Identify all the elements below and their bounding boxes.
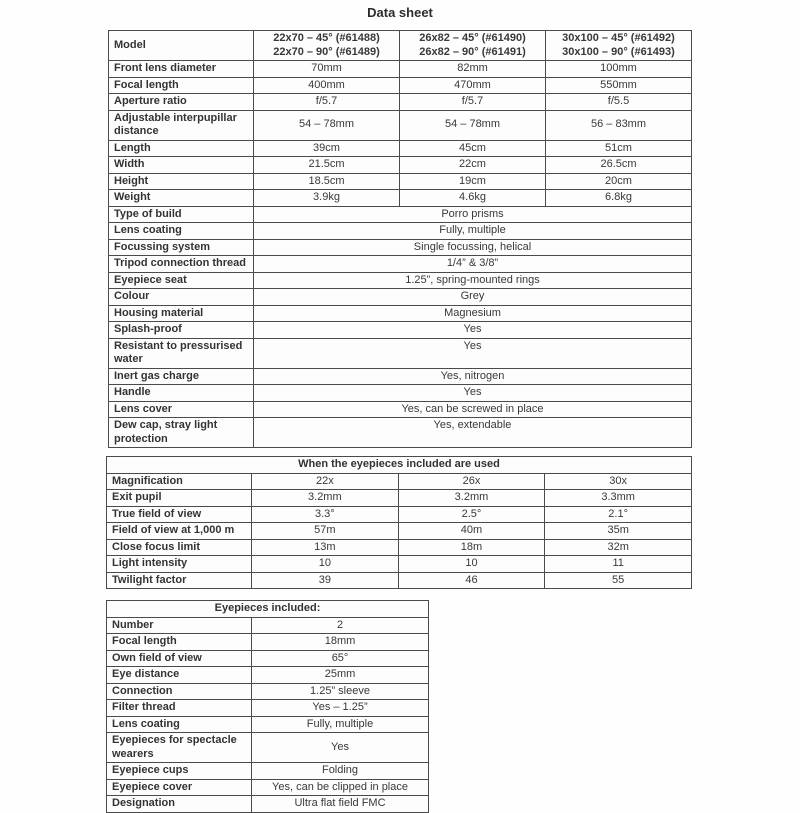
spec-value: Porro prisms xyxy=(254,206,692,223)
spec-value: 46 xyxy=(398,572,545,589)
spec-value: 3.3mm xyxy=(545,490,692,507)
spec-label: Eye distance xyxy=(107,667,252,684)
spec-label: Number xyxy=(107,617,252,634)
spec-label: Twilight factor xyxy=(107,572,252,589)
model-variant: 26x82 – 45° (#61490) xyxy=(419,32,526,44)
table-row xyxy=(109,61,692,78)
spec-value: Ultra flat field FMC xyxy=(252,796,429,813)
spec-label: Lens cover xyxy=(109,401,254,418)
spec-label: Length xyxy=(109,140,254,157)
spec-value: 13m xyxy=(252,539,399,556)
spec-value: 11 xyxy=(545,556,692,573)
spec-label: Adjustable interpupillar distance xyxy=(109,110,254,140)
table-row xyxy=(109,190,692,207)
spec-label: Focal length xyxy=(107,634,252,651)
table-row xyxy=(107,617,429,634)
spec-value: 550mm xyxy=(546,77,692,94)
spec-value: 32m xyxy=(545,539,692,556)
table-row xyxy=(109,77,692,94)
spec-value: 4.6kg xyxy=(400,190,546,207)
table-row xyxy=(107,796,429,813)
spec-value: Yes xyxy=(254,338,692,368)
spec-label: Splash-proof xyxy=(109,322,254,339)
spec-value: 54 – 78mm xyxy=(254,110,400,140)
spec-value: 10 xyxy=(398,556,545,573)
model-variant: 22x70 – 45° (#61488) xyxy=(273,32,380,44)
spec-value: 3.3° xyxy=(252,506,399,523)
table-row xyxy=(107,763,429,780)
model-cell xyxy=(254,31,400,61)
spec-value: 470mm xyxy=(400,77,546,94)
spec-value: 82mm xyxy=(400,61,546,78)
spec-value: 40m xyxy=(398,523,545,540)
table-row xyxy=(107,683,429,700)
spec-label: Width xyxy=(109,157,254,174)
spec-label: Field of view at 1,000 m xyxy=(107,523,252,540)
spec-value: Yes – 1.25” xyxy=(252,700,429,717)
spec-value: Fully, multiple xyxy=(252,716,429,733)
spec-label: Lens coating xyxy=(109,223,254,240)
table-row xyxy=(107,539,692,556)
spec-value: 6.8kg xyxy=(546,190,692,207)
spec-label: Inert gas charge xyxy=(109,368,254,385)
spec-label: Focussing system xyxy=(109,239,254,256)
spec-label: Exit pupil xyxy=(107,490,252,507)
spec-value: Magnesium xyxy=(254,305,692,322)
table-row xyxy=(107,556,692,573)
spec-value: 100mm xyxy=(546,61,692,78)
spec-value: 26x xyxy=(398,473,545,490)
spec-value: 51cm xyxy=(546,140,692,157)
table-row xyxy=(109,173,692,190)
spec-value: 55 xyxy=(545,572,692,589)
table-row xyxy=(107,667,429,684)
model-variant: 22x70 – 90° (#61489) xyxy=(273,45,380,58)
spec-value: 18mm xyxy=(252,634,429,651)
table-row xyxy=(109,385,692,402)
table-title-row xyxy=(107,601,429,618)
table-row xyxy=(107,572,692,589)
spec-value: 21.5cm xyxy=(254,157,400,174)
spec-value: 39 xyxy=(252,572,399,589)
spec-value: 400mm xyxy=(254,77,400,94)
spec-value: 57m xyxy=(252,523,399,540)
table-row xyxy=(107,716,429,733)
spec-label: Model xyxy=(109,31,254,61)
table-row xyxy=(107,490,692,507)
table-row xyxy=(107,506,692,523)
eyepieces-included-table xyxy=(106,600,429,813)
spec-value: 22x xyxy=(252,473,399,490)
spec-label: Focal length xyxy=(109,77,254,94)
table-row xyxy=(109,110,692,140)
spec-label: Eyepiece seat xyxy=(109,272,254,289)
spec-label: Tripod connection thread xyxy=(109,256,254,273)
spec-value: 30x xyxy=(545,473,692,490)
table-title-row xyxy=(107,457,692,474)
table-row xyxy=(107,650,429,667)
table-row xyxy=(107,634,429,651)
table-row xyxy=(107,779,429,796)
spec-value: 65° xyxy=(252,650,429,667)
model-variant: 30x100 – 45° (#61492) xyxy=(562,32,675,44)
table-row xyxy=(107,733,429,763)
table-row xyxy=(109,322,692,339)
model-variant: 26x82 – 90° (#61491) xyxy=(419,45,526,58)
spec-value: Fully, multiple xyxy=(254,223,692,240)
spec-label: Own field of view xyxy=(107,650,252,667)
table-row xyxy=(109,94,692,111)
spec-label: Designation xyxy=(107,796,252,813)
spec-label: Light intensity xyxy=(107,556,252,573)
model-cell xyxy=(546,31,692,61)
table-row xyxy=(109,239,692,256)
spec-value: 19cm xyxy=(400,173,546,190)
spec-label: Housing material xyxy=(109,305,254,322)
spec-label: Height xyxy=(109,173,254,190)
model-cell xyxy=(400,31,546,61)
specs-table xyxy=(108,30,692,448)
table-row xyxy=(109,140,692,157)
spec-value: 39cm xyxy=(254,140,400,157)
spec-value: 1.25”, spring-mounted rings xyxy=(254,272,692,289)
spec-value: Yes, extendable xyxy=(254,418,692,448)
spec-value: 20cm xyxy=(546,173,692,190)
spec-value: f/5.7 xyxy=(400,94,546,111)
spec-value: 2.5° xyxy=(398,506,545,523)
spec-label: Eyepieces for spectacle wearers xyxy=(107,733,252,763)
spec-value: 2.1° xyxy=(545,506,692,523)
spec-value: 10 xyxy=(252,556,399,573)
table-row xyxy=(107,523,692,540)
spec-value: Yes xyxy=(252,733,429,763)
model-header-row xyxy=(109,31,692,61)
table-row xyxy=(109,401,692,418)
spec-label: Front lens diameter xyxy=(109,61,254,78)
table-row xyxy=(109,256,692,273)
table-row xyxy=(109,305,692,322)
spec-value: 3.2mm xyxy=(252,490,399,507)
spec-value: 26.5cm xyxy=(546,157,692,174)
spec-value: Folding xyxy=(252,763,429,780)
spec-label: Handle xyxy=(109,385,254,402)
spec-value: 22cm xyxy=(400,157,546,174)
spec-label: Type of build xyxy=(109,206,254,223)
spec-label: Aperture ratio xyxy=(109,94,254,111)
spec-value: Yes, can be clipped in place xyxy=(252,779,429,796)
spec-value: 45cm xyxy=(400,140,546,157)
spec-value: 1.25” sleeve xyxy=(252,683,429,700)
spec-label: True field of view xyxy=(107,506,252,523)
spec-value: 2 xyxy=(252,617,429,634)
spec-label: Eyepiece cover xyxy=(107,779,252,796)
spec-value: Yes, can be screwed in place xyxy=(254,401,692,418)
table-row xyxy=(109,289,692,306)
spec-value: 18m xyxy=(398,539,545,556)
page-title: Data sheet xyxy=(367,5,433,20)
spec-value: Single focussing, helical xyxy=(254,239,692,256)
table-row xyxy=(109,272,692,289)
table-row xyxy=(109,223,692,240)
spec-label: Magnification xyxy=(107,473,252,490)
table-title: When the eyepieces included are used xyxy=(107,457,692,474)
spec-value: Grey xyxy=(254,289,692,306)
table-row xyxy=(109,157,692,174)
table-row xyxy=(109,338,692,368)
spec-value: f/5.7 xyxy=(254,94,400,111)
spec-label: Eyepiece cups xyxy=(107,763,252,780)
spec-label: Dew cap, stray light protection xyxy=(109,418,254,448)
spec-label: Connection xyxy=(107,683,252,700)
model-variant: 30x100 – 90° (#61493) xyxy=(562,45,675,58)
spec-value: 56 – 83mm xyxy=(546,110,692,140)
spec-label: Colour xyxy=(109,289,254,306)
spec-value: 18.5cm xyxy=(254,173,400,190)
spec-value: 70mm xyxy=(254,61,400,78)
spec-label: Weight xyxy=(109,190,254,207)
table-row xyxy=(109,418,692,448)
spec-value: 3.2mm xyxy=(398,490,545,507)
spec-value: Yes xyxy=(254,385,692,402)
eyepieces-used-table xyxy=(106,456,692,589)
spec-label: Resistant to pressurised water xyxy=(109,338,254,368)
table-row xyxy=(109,368,692,385)
spec-value: 54 – 78mm xyxy=(400,110,546,140)
spec-value: 3.9kg xyxy=(254,190,400,207)
spec-label: Filter thread xyxy=(107,700,252,717)
table-row xyxy=(107,700,429,717)
spec-value: 1/4” & 3/8” xyxy=(254,256,692,273)
table-row xyxy=(109,206,692,223)
spec-value: 35m xyxy=(545,523,692,540)
spec-value: Yes xyxy=(254,322,692,339)
spec-label: Lens coating xyxy=(107,716,252,733)
table-row xyxy=(107,473,692,490)
spec-value: 25mm xyxy=(252,667,429,684)
spec-label: Close focus limit xyxy=(107,539,252,556)
table-title: Eyepieces included: xyxy=(107,601,429,618)
spec-value: Yes, nitrogen xyxy=(254,368,692,385)
spec-value: f/5.5 xyxy=(546,94,692,111)
